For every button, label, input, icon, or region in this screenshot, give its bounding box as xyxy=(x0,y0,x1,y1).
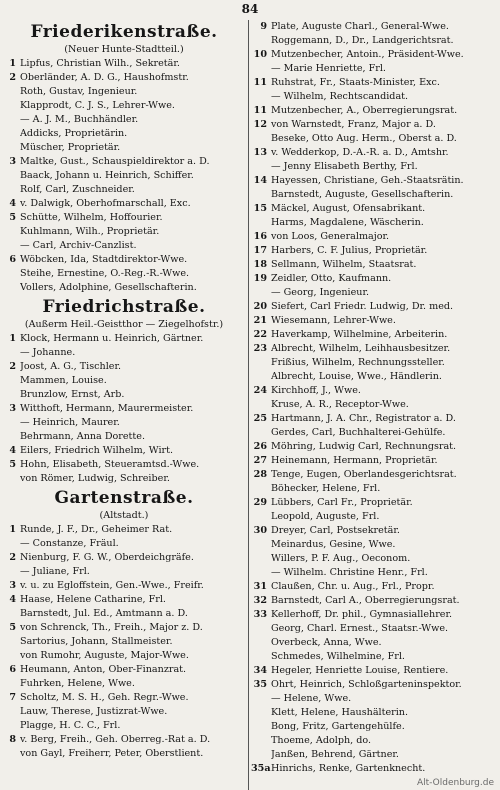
resident-text: Kellerhoff, Dr. phil., Gymnasiallehrer. xyxy=(271,609,453,620)
directory-entry xyxy=(251,286,500,300)
resident-text: von Rumohr, Auguste, Major-Wwe. xyxy=(20,650,189,661)
directory-entry xyxy=(251,146,500,160)
directory-entry xyxy=(251,300,500,314)
house-number: 16 xyxy=(253,231,267,242)
house-number: 27 xyxy=(253,455,267,466)
resident-text: Möhring, Ludwig Carl, Rechnungsrat. xyxy=(271,441,457,452)
directory-entry xyxy=(251,524,500,538)
house-number: 29 xyxy=(253,497,267,508)
resident-text: Kirchhoff, J., Wwe. xyxy=(271,385,361,396)
directory-entry xyxy=(251,692,500,706)
directory-entry xyxy=(251,62,500,76)
resident-text: Leopold, Auguste, Frl. xyxy=(271,511,380,522)
directory-entry xyxy=(251,482,500,496)
resident-text: Lipfus, Christian Wilh., Sekretär. xyxy=(20,58,180,69)
watermark: Alt-Oldenburg.de xyxy=(416,778,494,788)
house-number: 13 xyxy=(253,147,267,158)
resident-text: Plate, Auguste Charl., General-Wwe. xyxy=(271,21,449,32)
resident-text: v. u. zu Egloffstein, Gen.-Wwe., Freifr. xyxy=(20,580,204,591)
resident-text: von Gayl, Freiherr, Peter, Oberstlient. xyxy=(20,748,204,759)
house-number: 34 xyxy=(253,665,267,676)
directory-entry xyxy=(251,48,500,62)
resident-text: Claußen, Chr. u. Aug., Frl., Propr. xyxy=(271,581,435,592)
directory-entry xyxy=(251,244,500,258)
directory-entry xyxy=(251,650,500,664)
directory-entry xyxy=(251,468,500,482)
directory-entry xyxy=(251,608,500,622)
directory-entry xyxy=(0,211,248,225)
directory-entry xyxy=(251,510,500,524)
resident-text: Albrecht, Louise, Wwe., Händlerin. xyxy=(271,371,442,382)
directory-entry xyxy=(0,141,248,155)
resident-text: Müscher, Proprietär. xyxy=(20,142,121,153)
directory-entry xyxy=(0,607,248,621)
resident-text: Mutzenbecher, Antoin., Präsident-Wwe. xyxy=(271,49,464,60)
resident-text: Witthoft, Hermann, Maurermeister. xyxy=(20,403,194,414)
resident-text: Schütte, Wilhelm, Hoffourier. xyxy=(20,212,163,223)
resident-text: Bong, Fritz, Gartengehülfe. xyxy=(271,721,405,732)
directory-entry xyxy=(0,551,248,565)
resident-text: Roth, Gustav, Ingenieur. xyxy=(20,86,138,97)
resident-text: Overbeck, Anna, Wwe. xyxy=(271,637,382,648)
resident-text: Rolf, Carl, Zuschneider. xyxy=(20,184,135,195)
resident-text: — Constanze, Fräul. xyxy=(20,538,119,549)
directory-entry xyxy=(251,104,500,118)
directory-entry xyxy=(251,258,500,272)
street-subtitle: (Altstadt.) xyxy=(99,510,149,521)
resident-text: — Juliane, Frl. xyxy=(20,566,90,577)
directory-entry xyxy=(251,160,500,174)
directory-entry xyxy=(251,636,500,650)
resident-text: v. Wedderkop, D.-A.-R. a. D., Amtshr. xyxy=(271,147,449,158)
resident-text: von Römer, Ludwig, Schreiber. xyxy=(20,473,170,484)
directory-entry xyxy=(0,579,248,593)
directory-entry xyxy=(0,183,248,197)
directory-entry xyxy=(0,719,248,733)
resident-text: Harbers, C. F. Julius, Proprietär. xyxy=(271,245,428,256)
resident-text: Schmedes, Wilhelmine, Frl. xyxy=(271,651,405,662)
directory-entry xyxy=(251,20,500,34)
resident-text: Böhecker, Helene, Frl. xyxy=(271,483,381,494)
resident-text: Ruhstrat, Fr., Staats-Minister, Exc. xyxy=(271,77,440,88)
directory-entry xyxy=(0,85,248,99)
directory-entry xyxy=(0,747,248,761)
resident-text: Barnstedt, Jul. Ed., Amtmann a. D. xyxy=(20,608,188,619)
directory-entry xyxy=(251,216,500,230)
resident-text: Albrecht, Wilhelm, Leihhausbesitzer. xyxy=(271,343,451,354)
directory-entry xyxy=(0,705,248,719)
directory-entry xyxy=(0,253,248,267)
resident-text: Eilers, Friedrich Wilhelm, Wirt. xyxy=(20,445,174,456)
resident-text: — Jenny Elisabeth Berthy, Frl. xyxy=(271,161,418,172)
directory-entry xyxy=(251,188,500,202)
directory-entry xyxy=(0,402,248,416)
directory-entry xyxy=(251,342,500,356)
resident-text: Vollers, Adolphine, Gesellschafterin. xyxy=(20,282,197,293)
house-number: 20 xyxy=(253,301,267,312)
directory-entry xyxy=(0,733,248,747)
directory-entry xyxy=(0,127,248,141)
resident-text: — Carl, Archiv-Canzlist. xyxy=(20,240,137,251)
resident-text: Barnstedt, Carl A., Oberregierungsrat. xyxy=(271,595,460,606)
resident-text: von Loos, Generalmajor. xyxy=(271,231,390,242)
house-number: 5 xyxy=(9,622,16,633)
house-number: 15 xyxy=(253,203,267,214)
directory-entry xyxy=(251,356,500,370)
resident-text: Gerdes, Carl, Buchhalterei-Gehülfe. xyxy=(271,427,446,438)
directory-entry xyxy=(251,664,500,678)
house-number: 9 xyxy=(260,21,267,32)
house-number: 3 xyxy=(9,403,16,414)
directory-entry xyxy=(251,440,500,454)
resident-text: Plagge, H. C. C., Frl. xyxy=(20,720,121,731)
resident-text: Beseke, Otto Aug. Herm., Oberst a. D. xyxy=(271,133,457,144)
house-number: 28 xyxy=(253,469,267,480)
resident-text: Janßen, Behrend, Gärtner. xyxy=(271,749,399,760)
directory-entry xyxy=(251,272,500,286)
resident-text: Dreyer, Carl, Postsekretär. xyxy=(271,525,400,536)
directory-entry xyxy=(0,374,248,388)
directory-entry xyxy=(251,678,500,692)
directory-entry xyxy=(0,169,248,183)
resident-text: v. Berg, Freih., Geh. Oberreg.-Rat a. D. xyxy=(20,734,211,745)
resident-text: Kruse, A. R., Receptor-Wwe. xyxy=(271,399,409,410)
directory-entry xyxy=(251,594,500,608)
directory-entry xyxy=(0,565,248,579)
house-number: 25 xyxy=(253,413,267,424)
street-subtitle: (Neuer Hunte-Stadtteil.) xyxy=(64,44,184,55)
house-number: 17 xyxy=(253,245,267,256)
resident-text: Nienburg, F. G. W., Oberdeichgräfe. xyxy=(20,552,194,563)
street-subtitle: (Außerm Heil.-Geistthor — Ziegelhofstr.) xyxy=(24,319,224,330)
directory-entry xyxy=(251,34,500,48)
directory-entry xyxy=(0,71,248,85)
house-number: 32 xyxy=(253,595,267,606)
resident-text: Scholtz, M. S. H., Geh. Regr.-Wwe. xyxy=(20,692,189,703)
directory-entry xyxy=(0,57,248,71)
directory-entry xyxy=(251,622,500,636)
resident-text: Klock, Hermann u. Heinrich, Gärtner. xyxy=(20,333,204,344)
resident-text: Kuhlmann, Wilh., Proprietär. xyxy=(20,226,160,237)
directory-entry xyxy=(0,346,248,360)
resident-text: — Georg, Ingenieur. xyxy=(271,287,370,298)
resident-text: Klett, Helene, Haushälterin. xyxy=(271,707,409,718)
directory-entry xyxy=(0,691,248,705)
directory-entry xyxy=(251,720,500,734)
resident-text: — Wilhelm. Christine Henr., Frl. xyxy=(271,567,428,578)
resident-text: Haase, Helene Catharine, Frl. xyxy=(20,594,166,605)
page-number: 84 xyxy=(241,2,259,16)
resident-text: Lübbers, Carl Fr., Proprietär. xyxy=(271,497,413,508)
resident-text: Addicks, Proprietärin. xyxy=(20,128,128,139)
resident-text: Lauw, Therese, Justizrat-Wwe. xyxy=(20,706,168,717)
directory-entry xyxy=(251,426,500,440)
resident-text: Heumann, Anton, Ober-Finanzrat. xyxy=(20,664,187,675)
house-number: 33 xyxy=(253,609,267,620)
resident-text: Sartorius, Johann, Stallmeister. xyxy=(20,636,173,647)
directory-entry xyxy=(0,677,248,691)
house-number: 2 xyxy=(9,72,16,83)
house-number: 18 xyxy=(253,259,267,270)
house-number: 11 xyxy=(253,77,267,88)
resident-text: Wiesemann, Lehrer-Wwe. xyxy=(271,315,396,326)
directory-entry xyxy=(0,281,248,295)
house-number: 4 xyxy=(9,445,16,456)
resident-text: Hegeler, Henriette Louise, Rentiere. xyxy=(271,665,449,676)
directory-entry xyxy=(251,174,500,188)
resident-text: Mutzenbecher, A., Oberregierungsrat. xyxy=(271,105,458,116)
house-number: 26 xyxy=(253,441,267,452)
directory-entry xyxy=(251,454,500,468)
directory-entry xyxy=(0,472,248,486)
directory-entry xyxy=(0,113,248,127)
directory-entry xyxy=(0,458,248,472)
street-heading: Friedrichstraße. xyxy=(42,297,206,317)
resident-text: v. Dalwigk, Oberhofmarschall, Exc. xyxy=(20,198,191,209)
resident-text: Maltke, Gust., Schauspieldirektor a. D. xyxy=(20,156,210,167)
resident-text: — Heinrich, Maurer. xyxy=(20,417,120,428)
directory-entry xyxy=(251,230,500,244)
house-number: 7 xyxy=(9,692,16,703)
resident-text: Wöbcken, Ida, Stadtdirektor-Wwe. xyxy=(20,254,188,265)
house-number: 12 xyxy=(253,119,267,130)
directory-entry xyxy=(0,388,248,402)
resident-text: Behrmann, Anna Dorette. xyxy=(20,431,145,442)
resident-text: Meinardus, Gesine, Wwe. xyxy=(271,539,396,550)
house-number: 6 xyxy=(9,664,16,675)
resident-text: Roggemann, D., Dr., Landgerichtsrat. xyxy=(271,35,454,46)
directory-entry xyxy=(251,370,500,384)
resident-text: Ohrt, Heinrich, Schloßgarteninspektor. xyxy=(271,679,462,690)
resident-text: von Schrenck, Th., Freih., Major z. D. xyxy=(20,622,203,633)
directory-entry xyxy=(0,155,248,169)
directory-entry xyxy=(251,580,500,594)
directory-entry xyxy=(251,76,500,90)
directory-entry xyxy=(251,412,500,426)
resident-text: von Warnstedt, Franz, Major a. D. xyxy=(271,119,436,130)
directory-entry xyxy=(0,430,248,444)
directory-entry xyxy=(0,332,248,346)
resident-text: Oberländer, A. D. G., Haushofmstr. xyxy=(20,72,189,83)
resident-text: Sellmann, Wilhelm, Staatsrat. xyxy=(271,259,417,270)
resident-text: Mäckel, August, Ofensabrikant. xyxy=(271,203,426,214)
directory-entry xyxy=(251,734,500,748)
resident-text: — Johanne. xyxy=(20,347,76,358)
house-number: 1 xyxy=(9,333,16,344)
directory-entry xyxy=(0,537,248,551)
resident-text: — Marie Henriette, Frl. xyxy=(271,63,386,74)
resident-text: Baack, Johann u. Heinrich, Schiffer. xyxy=(20,170,194,181)
directory-entry xyxy=(0,621,248,635)
house-number: 1 xyxy=(9,58,16,69)
directory-entry xyxy=(0,663,248,677)
house-number: 1 xyxy=(9,524,16,535)
directory-entry xyxy=(251,90,500,104)
house-number: 5 xyxy=(9,212,16,223)
directory-entry xyxy=(0,649,248,663)
house-number: 35 xyxy=(253,679,267,690)
street-heading: Friederikenstraße. xyxy=(30,22,218,42)
directory-entry xyxy=(251,398,500,412)
resident-text: Hinrichs, Renke, Gartenknecht. xyxy=(271,763,426,774)
house-number: 2 xyxy=(9,552,16,563)
resident-text: Tenge, Eugen, Oberlandesgerichtsrat. xyxy=(271,469,457,480)
resident-text: Fuhrken, Helene, Wwe. xyxy=(20,678,135,689)
resident-text: Hohn, Elisabeth, Steueramtsd.-Wwe. xyxy=(20,459,200,470)
resident-text: Mammen, Louise. xyxy=(20,375,107,386)
house-number: 24 xyxy=(253,385,267,396)
resident-text: Hartmann, J. A. Chr., Registrator a. D. xyxy=(271,413,456,424)
resident-text: — Helene, Wwe. xyxy=(271,693,352,704)
house-number: 35a xyxy=(251,763,271,774)
house-number: 4 xyxy=(9,198,16,209)
street-heading: Gartenstraße. xyxy=(54,488,194,508)
resident-text: Georg, Charl. Ernest., Staatsr.-Wwe. xyxy=(271,623,449,634)
resident-text: Joost, A. G., Tischler. xyxy=(20,361,122,372)
house-number: 19 xyxy=(253,273,267,284)
resident-text: — Wilhelm, Rechtscandidat. xyxy=(271,91,409,102)
directory-entry xyxy=(251,566,500,580)
resident-text: Steihe, Ernestine, O.-Reg.-R.-Wwe. xyxy=(20,268,190,279)
house-number: 22 xyxy=(253,329,267,340)
house-number: 23 xyxy=(253,343,267,354)
resident-text: Thoeme, Adolph, do. xyxy=(271,735,372,746)
house-number: 2 xyxy=(9,361,16,372)
directory-entry xyxy=(0,593,248,607)
directory-entry xyxy=(251,706,500,720)
resident-text: Brunzlow, Ernst, Arb. xyxy=(20,389,125,400)
house-number: 5 xyxy=(9,459,16,470)
directory-entry xyxy=(251,132,500,146)
directory-entry xyxy=(251,496,500,510)
house-number: 21 xyxy=(253,315,267,326)
resident-text: Heinemann, Hermann, Proprietär. xyxy=(271,455,438,466)
resident-text: Hayessen, Christiane, Geh.-Staatsrätin. xyxy=(271,175,464,186)
column-divider xyxy=(248,20,249,790)
house-number: 3 xyxy=(9,156,16,167)
resident-text: Harms, Magdalene, Wäscherin. xyxy=(271,217,424,228)
house-number: 8 xyxy=(9,734,16,745)
directory-entry xyxy=(0,416,248,430)
house-number: 11 xyxy=(253,105,267,116)
directory-entry xyxy=(0,523,248,537)
directory-entry xyxy=(251,538,500,552)
directory-entry xyxy=(251,314,500,328)
directory-entry xyxy=(0,267,248,281)
directory-entry xyxy=(251,552,500,566)
directory-entry xyxy=(251,762,500,776)
resident-text: — A. J. M., Buchhändler. xyxy=(20,114,139,125)
resident-text: Barnstedt, Auguste, Gesellschafterin. xyxy=(271,189,454,200)
resident-text: Haverkamp, Wilhelmine, Arbeiterin. xyxy=(271,329,448,340)
house-number: 14 xyxy=(253,175,267,186)
directory-entry xyxy=(251,118,500,132)
house-number: 3 xyxy=(9,580,16,591)
directory-entry xyxy=(0,444,248,458)
resident-text: Frißius, Wilhelm, Rechnungssteller. xyxy=(271,357,445,368)
resident-text: Zeidler, Otto, Kaufmann. xyxy=(271,273,392,284)
directory-entry xyxy=(251,748,500,762)
resident-text: Willers, P. F. Aug., Oeconom. xyxy=(271,553,411,564)
directory-entry xyxy=(0,197,248,211)
house-number: 30 xyxy=(253,525,267,536)
directory-entry xyxy=(0,225,248,239)
directory-entry xyxy=(0,360,248,374)
directory-entry xyxy=(0,99,248,113)
house-number: 6 xyxy=(9,254,16,265)
directory-entry xyxy=(251,202,500,216)
directory-entry xyxy=(251,328,500,342)
resident-text: Klapprodt, C. J. S., Lehrer-Wwe. xyxy=(20,100,175,111)
house-number: 10 xyxy=(253,49,267,60)
house-number: 31 xyxy=(253,581,267,592)
resident-text: Siefert, Carl Friedr. Ludwig, Dr. med. xyxy=(271,301,454,312)
resident-text: Runde, J. F., Dr., Geheimer Rat. xyxy=(20,524,173,535)
directory-entry xyxy=(0,635,248,649)
directory-entry xyxy=(0,239,248,253)
house-number: 4 xyxy=(9,594,16,605)
directory-entry xyxy=(251,384,500,398)
